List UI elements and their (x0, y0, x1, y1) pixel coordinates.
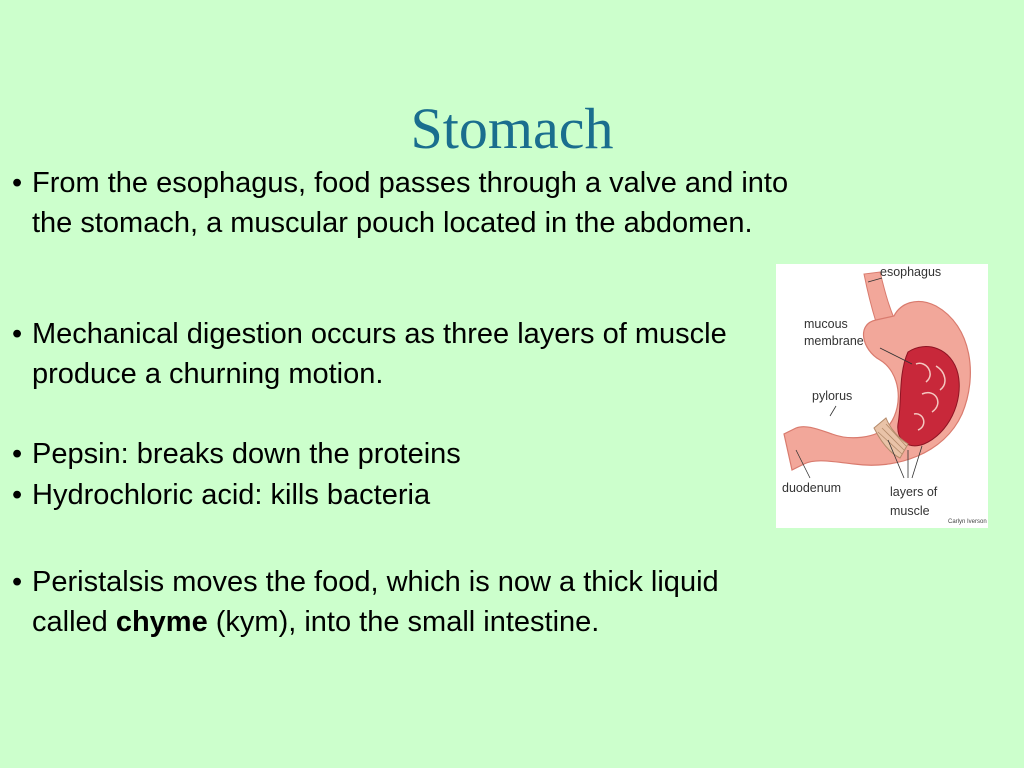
bullet-marker: • (12, 167, 23, 199)
label-layers-of: layers of (890, 485, 938, 499)
slide-title: Stomach (410, 96, 614, 161)
bullet-hydrochloric-acid (12, 475, 752, 515)
stomach-illustration (776, 264, 988, 528)
stomach-diagram (776, 264, 988, 528)
bullet-pepsin (12, 434, 752, 474)
label-mucous: mucous (804, 317, 848, 331)
bullet-marker: • (12, 318, 23, 350)
illustration-credit: Carlyn Iverson (948, 519, 987, 525)
bullet-marker: • (12, 438, 23, 470)
bullet-text: Hydrochloric acid: kills bacteria (32, 479, 431, 511)
label-muscle: muscle (890, 504, 930, 518)
bullet-text: Mechanical digestion occurs as three layers of muscle produce a churning motion. (32, 318, 727, 390)
esophagus-shape (864, 272, 894, 322)
pointer-pylorus (830, 406, 836, 416)
chyme-term: chyme (115, 606, 208, 638)
bullet-text-part: (kym), into the small intestine. (207, 606, 600, 638)
bullet-text: Pepsin: breaks down the proteins (32, 438, 461, 470)
bullet-marker: • (12, 479, 23, 511)
bullet-esophagus (12, 163, 802, 243)
bullet-peristalsis (12, 562, 802, 642)
label-duodenum: duodenum (782, 481, 842, 495)
label-pylorus: pylorus (812, 389, 853, 403)
label-esophagus: esophagus (880, 265, 942, 279)
bullet-text (32, 562, 802, 642)
bullet-marker: • (12, 566, 23, 598)
label-membrane: membrane (804, 334, 864, 348)
bullet-text-part: Peristalsis moves the food, which is now a thick liquid called (32, 566, 719, 638)
bullet-text: From the esophagus, food passes through a valve and into the stomach, a muscular pouch located in the abdomen. (32, 167, 789, 239)
bullet-mechanical-digestion (12, 314, 752, 394)
